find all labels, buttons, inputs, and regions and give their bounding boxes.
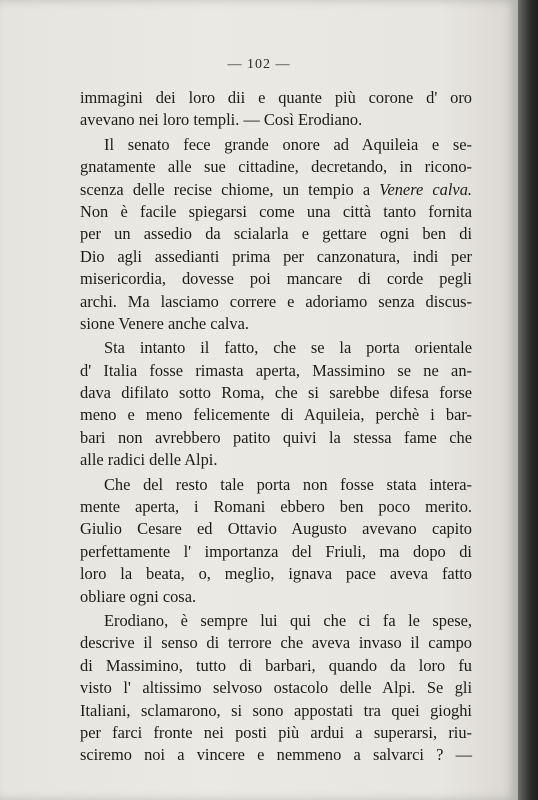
book-spine-shadow [518,0,538,800]
text-line: avevano nei loro templi. — Così Erodiano. [80,110,363,130]
text-line: perfettamente l' importanza del Friuli, ma dopo di [80,541,472,561]
text-line: alle radici delle Alpi. [80,450,218,470]
text-line: Erodiano, è sempre lui qui che ci fa le spese, [104,610,472,630]
text-line: Dio agli assedianti prima per canzonatura, indi per [80,246,472,266]
text-line: meno e meno felicemente di Aquileia, perchè i bar- [80,405,472,425]
text-line: d' Italia fosse rimasta aperta, Massimino se ne an- [80,360,472,380]
text-line: Sta intanto il fatto, che se la porta orientale [104,338,472,358]
text-line: per un assedio da scialarla e gettare ogni ben di [80,224,472,244]
text-line: Che del resto tale porta non fosse stata intera- [104,474,472,494]
text-line: descrive il senso di terrore che aveva invaso il campo [80,633,472,653]
text-line: Giulio Cesare ed Ottavio Augusto avevano capito [80,519,472,539]
text-line: bari non avrebbero patito quivi la stessa fame che [80,427,472,447]
text-line: misericordia, dovesse poi mancare di corde pegli [80,269,472,289]
text-line: scenza delle recise chiome, un tempio a Venere calva. [80,179,472,199]
text-line: di Massimino, tutto di barbari, quando da loro fu [80,655,472,675]
text-line: obliare ogni cosa. [80,586,197,606]
text-line: Non è facile spiegarsi come una città tanto fornita [80,201,472,221]
text-line: per farci fronte nei posti più ardui a superarsi, riu- [80,722,472,742]
text-line: immagini dei loro dii e quante più corone d' oro [80,88,472,107]
text-line: gnatamente alle sue cittadine, decretando, in ricono- [80,157,472,177]
body-text [80,87,472,767]
text-line: sciremo noi a vincere e nemmeno a salvarci ? — [80,745,472,765]
text-line: Il senato fece grande onore ad Aquileia e se- [104,134,472,154]
text-line: visto l' altissimo selvoso ostacolo delle Alpi. Se gli [80,678,472,698]
text-line: mente aperta, i Romani ebbero ben poco merito. [80,497,472,517]
text-line: loro la beata, o, meglio, ignava pace aveva fatto [80,564,472,584]
text-line: sione Venere anche calva. [80,313,249,333]
text-line: Italiani, sclamarono, si sono appostati tra quei gioghi [80,700,472,720]
text-line: archi. Ma lasciamo correre e adoriamo senza discus- [80,291,472,311]
italic-phrase: Venere calva. [379,179,472,199]
text-line: dava difilato sotto Roma, che si sarebbe difesa forse [80,383,472,403]
page-number: — 102 — [227,57,291,72]
